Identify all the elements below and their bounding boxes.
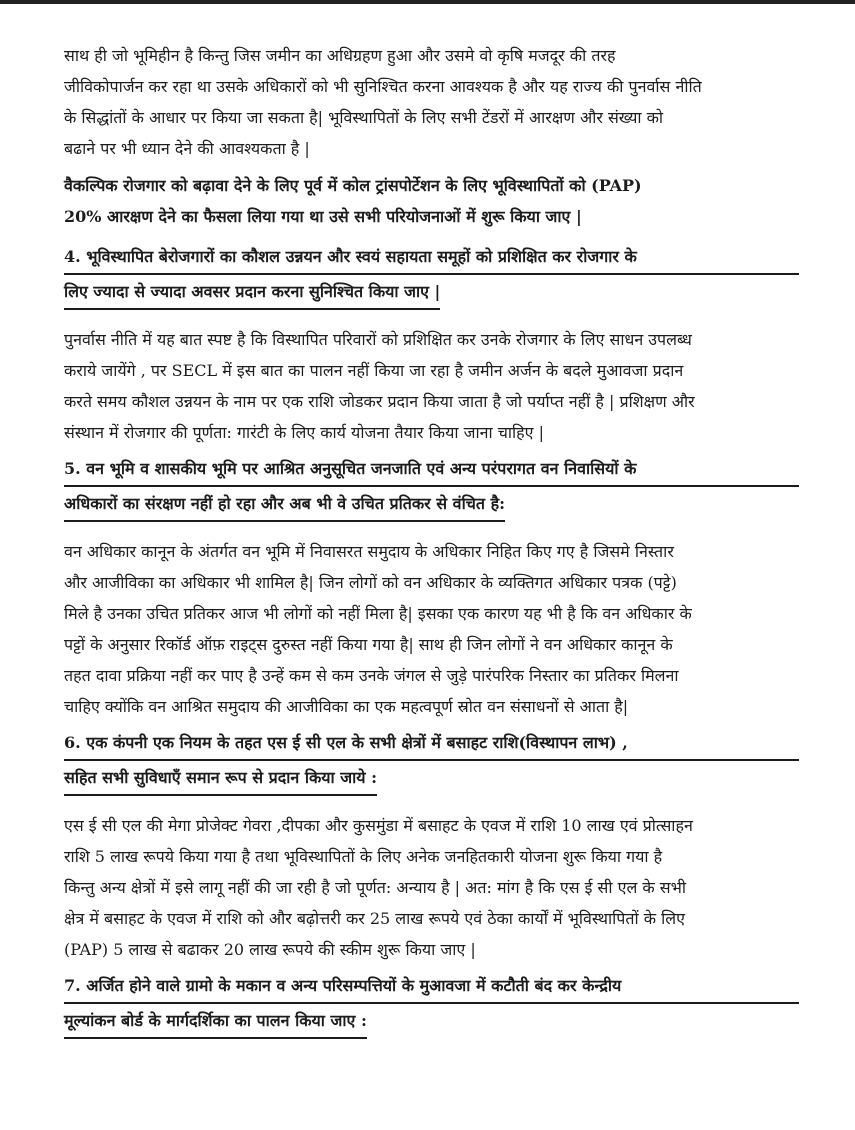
heading-line: अधिकारों का संरक्षण नहीं हो रहा और अब भी वे उचित प्रतिकर से वंचित है: xyxy=(64,489,505,522)
text-line: राशि 5 लाख रूपये किया गया है तथा भूविस्थापितों के लिए अनेक जनहितकारी योजना शुरू किया गया है xyxy=(64,847,663,866)
text-line: 20% आरक्षण देने का फैसला लिया गया था उसे सभी परियोजनाओं में शुरू किया जाए | xyxy=(64,207,582,226)
section-5-heading xyxy=(64,454,799,524)
heading-line: सहित सभी सुविधाएँ समान रूप से प्रदान किया जाये : xyxy=(64,763,377,796)
text-line: जीविकोपार्जन कर रहा था उसके अधिकारों को भी सुनिश्चित करना आवश्यक है और यह राज्य की पुनर्वास नीति xyxy=(64,77,702,96)
intro-paragraph xyxy=(64,40,799,164)
text-line: (PAP) 5 लाख से बढाकर 20 लाख रूपये की स्कीम शुरू किया जाए | xyxy=(64,940,476,959)
section-5-body xyxy=(64,536,799,722)
text-line: वैकल्पिक रोजगार को बढ़ावा देने के लिए पूर्व में कोल ट्रांसपोर्टेशन के लिए भूविस्थापितों को (PAP) xyxy=(64,176,642,195)
text-line: क्षेत्र में बसाहट के एवज में राशि को और बढ़ोत्तरी कर 25 लाख रूपये एवं ठेका कार्यों में भूविस्थापितों के लिए xyxy=(64,909,685,928)
heading-line: मूल्यांकन बोर्ड के मार्गदर्शिका का पालन किया जाए : xyxy=(64,1006,367,1039)
text-line: पट्टों के अनुसार रिकॉर्ड ऑफ़ राइट्स दुरुस्त नहीं किया गया है| साथ ही जिन लोगों ने वन अधिकार कानून के xyxy=(64,635,673,654)
section-4-body xyxy=(64,324,799,448)
text-line: पुनर्वास नीति में यह बात स्पष्ट है कि विस्थापित परिवारों को प्रशिक्षित कर उनके रोजगार के लिए साधन उपलब्ध xyxy=(64,330,692,349)
heading-line: 5. वन भूमि व शासकीय भूमि पर आश्रित अनुसूचित जनजाति एवं अन्य परंपरागत वन निवासियों के xyxy=(64,454,799,487)
document-page xyxy=(64,40,799,1053)
heading-line: 4. भूविस्थापित बेरोजगारों का कौशल उन्नयन और स्वयं सहायता समूहों को प्रशिक्षित कर रोजगार के xyxy=(64,242,799,275)
text-line: और आजीविका का अधिकार भी शामिल है| जिन लोगों को वन अधिकार के व्यक्तिगत अधिकार पत्रक (पट्टे) xyxy=(64,573,677,592)
text-line: तहत दावा प्रक्रिया नहीं कर पाए है उन्हें कम से कम उनके जंगल से जुड़े पारंपरिक निस्तार का प्रतिकर मिलना xyxy=(64,666,679,685)
text-line: एस ई सी एल की मेगा प्रोजेक्ट गेवरा ,दीपका और कुसमुंडा में बसाहट के एवज में राशि 10 लाख एवं प्रोत्साहन xyxy=(64,816,693,835)
text-line: कराये जायेंगे , पर SECL में इस बात का पालन नहीं किया जा रहा है जमीन अर्जन के बदले मुआवजा प्रदान xyxy=(64,361,684,380)
heading-line: 7. अर्जित होने वाले ग्रामो के मकान व अन्य परिसम्पत्तियों के मुआवजा में कटौती बंद कर केन्द्रीय xyxy=(64,971,799,1004)
text-line: चाहिए क्योंकि वन आश्रित समुदाय की आजीविका का एक महत्वपूर्ण स्रोत वन संसाधनों से आता है| xyxy=(64,697,629,716)
section-6-body xyxy=(64,810,799,965)
text-line: साथ ही जो भूमिहीन है किन्तु जिस जमीन का अधिग्रहण हुआ और उसमे वो कृषि मजदूर की तरह xyxy=(64,46,616,65)
text-line: किन्तु अन्य क्षेत्रों में इसे लागू नहीं की जा रही है जो पूर्णत: अन्याय है | अत: मांग है कि एस ई सी एल के सभी xyxy=(64,878,686,897)
bold-paragraph xyxy=(64,170,799,232)
text-line: मिले है उनका उचित प्रतिकर आज भी लोगों को नहीं मिला है| इसका एक कारण यह भी है कि वन अधिकार के xyxy=(64,604,692,623)
section-7-heading xyxy=(64,971,799,1041)
text-line: संस्थान में रोजगार की पूर्णता: गारंटी के लिए कार्य योजना तैयार किया जाना चाहिए | xyxy=(64,423,544,442)
heading-line: लिए ज्यादा से ज्यादा अवसर प्रदान करना सुनिश्चित किया जाए | xyxy=(64,277,440,310)
text-line: करते समय कौशल उन्नयन के नाम पर एक राशि जोडकर प्रदान किया जाता है जो पर्याप्त नहीं है | प्रशिक्षण और xyxy=(64,392,695,411)
text-line: वन अधिकार कानून के अंतर्गत वन भूमि में निवासरत समुदाय के अधिकार निहित किए गए है जिसमे निस्तार xyxy=(64,542,674,561)
heading-line: 6. एक कंपनी एक नियम के तहत एस ई सी एल के सभी क्षेत्रों में बसाहट राशि(विस्थापन लाभ) , xyxy=(64,728,799,761)
section-4-heading xyxy=(64,242,799,312)
text-line: बढाने पर भी ध्यान देने की आवश्यकता है | xyxy=(64,139,310,158)
section-6-heading xyxy=(64,728,799,798)
top-edge-bar xyxy=(0,0,855,4)
text-line: के सिद्धांतों के आधार पर किया जा सकता है| भूविस्थापितों के लिए सभी टेंडरों में आरक्षण और संख्या को xyxy=(64,108,664,127)
